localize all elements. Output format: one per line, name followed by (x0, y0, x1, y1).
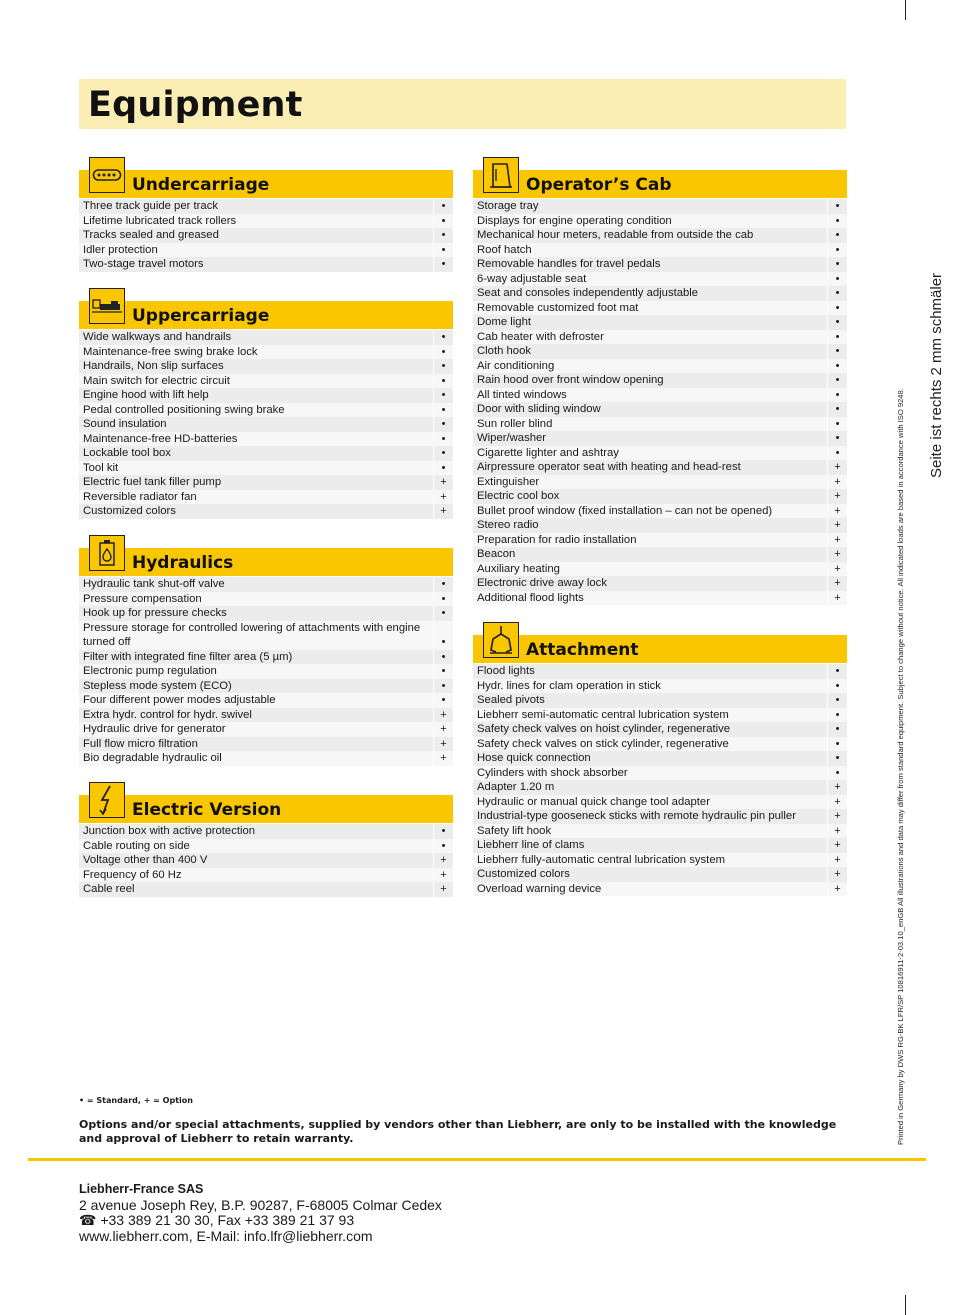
option-mark: + (828, 576, 847, 591)
standard-mark: • (434, 374, 453, 389)
list-item (79, 403, 453, 418)
standard-mark: • (828, 301, 847, 316)
list-item (473, 591, 847, 606)
item-label: Safety check valves on stick cylinder, regenerative (473, 737, 828, 752)
list-item (473, 562, 847, 577)
list-item (79, 621, 453, 650)
item-label: Flood lights (473, 664, 828, 679)
section-header (79, 301, 453, 329)
list-item (473, 214, 847, 229)
list-item (473, 882, 847, 897)
list-item (79, 839, 453, 854)
list-item (473, 460, 847, 475)
section-title: Operator’s Cab (526, 175, 672, 195)
section-header (79, 170, 453, 198)
list-item (79, 446, 453, 461)
standard-mark: • (828, 722, 847, 737)
option-mark: + (828, 795, 847, 810)
list-item (79, 868, 453, 883)
list-item (473, 388, 847, 403)
standard-mark: • (434, 693, 453, 708)
standard-mark: • (434, 621, 453, 650)
option-mark: + (828, 489, 847, 504)
list-item (473, 547, 847, 562)
item-label: Filter with integrated fine filter area (5 µm) (79, 650, 434, 665)
section-attachment (473, 635, 847, 896)
option-mark: + (828, 533, 847, 548)
footer-rule (28, 1158, 926, 1161)
item-label: Electronic pump regulation (79, 664, 434, 679)
item-label: Hydraulic tank shut-off valve (79, 577, 434, 592)
list-item (473, 795, 847, 810)
list-item (473, 417, 847, 432)
standard-mark: • (828, 417, 847, 432)
address-block (79, 1182, 442, 1244)
item-label: Electric fuel tank filler pump (79, 475, 434, 490)
grapple-icon (483, 622, 519, 658)
list-item (473, 664, 847, 679)
section-uppercarriage (79, 301, 453, 519)
standard-mark: • (434, 228, 453, 243)
item-label: Stepless mode system (ECO) (79, 679, 434, 694)
list-item (473, 809, 847, 824)
list-item (473, 402, 847, 417)
item-label: Cigarette lighter and ashtray (473, 446, 828, 461)
list-item (79, 606, 453, 621)
standard-mark: • (828, 359, 847, 374)
item-label: Reversible radiator fan (79, 490, 434, 505)
item-label: Safety lift hook (473, 824, 828, 839)
list-item (473, 780, 847, 795)
list-item (473, 722, 847, 737)
option-mark: + (434, 475, 453, 490)
standard-mark: • (828, 737, 847, 752)
list-item (79, 882, 453, 897)
list-item (79, 824, 453, 839)
item-label: Industrial-type gooseneck sticks with remote hydraulic pin puller (473, 809, 828, 824)
item-label: Liebherr fully-automatic central lubrication system (473, 853, 828, 868)
item-label: Liebherr line of clams (473, 838, 828, 853)
section-hydraulics (79, 548, 453, 766)
option-mark: + (434, 737, 453, 752)
list-item (79, 345, 453, 360)
standard-mark: • (434, 461, 453, 476)
standard-mark: • (434, 446, 453, 461)
list-item (473, 708, 847, 723)
list-item (79, 693, 453, 708)
option-mark: + (828, 882, 847, 897)
item-label: Tracks sealed and greased (79, 228, 434, 243)
item-list (473, 664, 847, 896)
list-item (79, 490, 453, 505)
list-item (473, 315, 847, 330)
standard-mark: • (828, 679, 847, 694)
item-label: Main switch for electric circuit (79, 374, 434, 389)
standard-mark: • (434, 577, 453, 592)
list-item (473, 286, 847, 301)
section-title: Attachment (526, 640, 639, 660)
list-item (79, 737, 453, 752)
item-list (79, 824, 453, 897)
standard-mark: • (828, 402, 847, 417)
list-item (79, 751, 453, 766)
item-label: Three track guide per track (79, 199, 434, 214)
list-item (79, 475, 453, 490)
item-label: Junction box with active protection (79, 824, 434, 839)
postal-address: 2 avenue Joseph Rey, B.P. 90287, F-68005 Colmar Cedex (79, 1196, 442, 1213)
list-item (473, 475, 847, 490)
item-label: Wide walkways and handrails (79, 330, 434, 345)
item-label: Auxiliary heating (473, 562, 828, 577)
section-title: Hydraulics (132, 553, 234, 573)
list-item (473, 243, 847, 258)
item-label: Sound insulation (79, 417, 434, 432)
option-mark: + (828, 780, 847, 795)
item-label: Cab heater with defroster (473, 330, 828, 345)
list-item (473, 272, 847, 287)
item-label: Customized colors (473, 867, 828, 882)
cab-icon (483, 157, 519, 193)
item-label: Four different power modes adjustable (79, 693, 434, 708)
standard-mark: • (828, 431, 847, 446)
standard-mark: • (434, 359, 453, 374)
item-label: Cloth hook (473, 344, 828, 359)
standard-mark: • (434, 403, 453, 418)
section-undercarriage (79, 170, 453, 272)
standard-mark: • (828, 373, 847, 388)
page-title: Equipment (88, 85, 303, 125)
track-icon (89, 157, 125, 193)
list-item (473, 766, 847, 781)
option-mark: + (434, 868, 453, 883)
standard-mark: • (828, 228, 847, 243)
standard-mark: • (828, 257, 847, 272)
item-label: Pressure storage for controlled lowering of attachments with engine turned off (79, 621, 434, 650)
list-item (473, 737, 847, 752)
item-label: Bio degradable hydraulic oil (79, 751, 434, 766)
item-label: Maintenance-free swing brake lock (79, 345, 434, 360)
list-item (79, 853, 453, 868)
item-label: Pedal controlled positioning swing brake (79, 403, 434, 418)
item-label: Mechanical hour meters, readable from outside the cab (473, 228, 828, 243)
item-label: Dome light (473, 315, 828, 330)
list-item (79, 388, 453, 403)
standard-mark: • (434, 664, 453, 679)
item-label: Hydr. lines for clam operation in stick (473, 679, 828, 694)
list-item (79, 577, 453, 592)
standard-mark: • (828, 214, 847, 229)
option-mark: + (828, 838, 847, 853)
item-label: Airpressure operator seat with heating and head-rest (473, 460, 828, 475)
list-item (473, 446, 847, 461)
option-mark: + (828, 504, 847, 519)
item-label: 6-way adjustable seat (473, 272, 828, 287)
standard-mark: • (828, 446, 847, 461)
option-mark: + (828, 460, 847, 475)
option-mark: + (434, 504, 453, 519)
list-item (473, 824, 847, 839)
item-label: Lifetime lubricated track rollers (79, 214, 434, 229)
standard-mark: • (434, 243, 453, 258)
list-item (473, 373, 847, 388)
option-mark: + (828, 824, 847, 839)
item-label: Hydraulic drive for generator (79, 722, 434, 737)
item-label: Extra hydr. control for hydr. swivel (79, 708, 434, 723)
item-list (79, 577, 453, 766)
standard-mark: • (828, 199, 847, 214)
item-label: Extinguisher (473, 475, 828, 490)
item-label: Tool kit (79, 461, 434, 476)
item-label: Beacon (473, 547, 828, 562)
item-label: Pressure compensation (79, 592, 434, 607)
item-label: All tinted windows (473, 388, 828, 403)
item-label: Adapter 1.20 m (473, 780, 828, 795)
standard-mark: • (828, 286, 847, 301)
margin-note: Seite ist rechts 2 mm schmäler (928, 272, 945, 478)
web-email: www.liebherr.com, E-Mail: info.lfr@liebherr.com (79, 1227, 373, 1244)
option-mark: + (434, 882, 453, 897)
item-label: Hose quick connection (473, 751, 828, 766)
item-label: Bullet proof window (fixed installation – can not be opened) (473, 504, 828, 519)
list-item (79, 330, 453, 345)
standard-mark: • (434, 330, 453, 345)
option-mark: + (828, 809, 847, 824)
oil-tank-icon (89, 535, 125, 571)
option-mark: + (434, 722, 453, 737)
list-item (79, 664, 453, 679)
section-title: Undercarriage (132, 175, 270, 195)
title-band (79, 79, 846, 129)
item-label: Electric cool box (473, 489, 828, 504)
option-mark: + (828, 562, 847, 577)
item-label: Sealed pivots (473, 693, 828, 708)
item-label: Seat and consoles independently adjustable (473, 286, 828, 301)
list-item (79, 650, 453, 665)
list-item (79, 214, 453, 229)
list-item (79, 359, 453, 374)
item-label: Frequency of 60 Hz (79, 868, 434, 883)
item-label: Wiper/washer (473, 431, 828, 446)
section-title: Electric Version (132, 800, 282, 820)
standard-mark: • (434, 417, 453, 432)
section-header (79, 795, 453, 823)
standard-mark: • (828, 664, 847, 679)
item-label: Displays for engine operating condition (473, 214, 828, 229)
list-item (79, 679, 453, 694)
list-item (473, 257, 847, 272)
legend: • = Standard, + = Option (79, 1096, 193, 1105)
standard-mark: • (434, 679, 453, 694)
list-item (473, 228, 847, 243)
item-label: Overload warning device (473, 882, 828, 897)
list-item (473, 359, 847, 374)
item-label: Removable customized foot mat (473, 301, 828, 316)
list-item (79, 199, 453, 214)
item-label: Electronic drive away lock (473, 576, 828, 591)
option-mark: + (828, 853, 847, 868)
option-mark: + (828, 867, 847, 882)
lightning-icon (89, 782, 125, 818)
item-label: Sun roller blind (473, 417, 828, 432)
list-item (473, 751, 847, 766)
option-mark: + (828, 591, 847, 606)
item-list (473, 199, 847, 605)
option-mark: + (434, 751, 453, 766)
section-title: Uppercarriage (132, 306, 270, 326)
item-label: Cable routing on side (79, 839, 434, 854)
phone-fax: ☎ +33 389 21 30 30, Fax +33 389 21 37 93 (79, 1212, 355, 1228)
list-item (473, 330, 847, 345)
item-label: Hook up for pressure checks (79, 606, 434, 621)
item-label: Idler protection (79, 243, 434, 258)
section-header (473, 635, 847, 663)
item-label: Storage tray (473, 199, 828, 214)
option-mark: + (828, 475, 847, 490)
item-label: Roof hatch (473, 243, 828, 258)
standard-mark: • (828, 751, 847, 766)
list-item (79, 432, 453, 447)
item-label: Rain hood over front window opening (473, 373, 828, 388)
item-label: Safety check valves on hoist cylinder, regenerative (473, 722, 828, 737)
standard-mark: • (828, 388, 847, 403)
list-item (473, 576, 847, 591)
standard-mark: • (434, 592, 453, 607)
option-mark: + (434, 853, 453, 868)
item-label: Voltage other than 400 V (79, 853, 434, 868)
section-electric (79, 795, 453, 897)
list-item (473, 838, 847, 853)
crop-mark-bottom (905, 1295, 906, 1315)
item-label: Removable handles for travel pedals (473, 257, 828, 272)
standard-mark: • (434, 432, 453, 447)
list-item (79, 417, 453, 432)
list-item (79, 228, 453, 243)
list-item (473, 301, 847, 316)
section-header (79, 548, 453, 576)
list-item (473, 431, 847, 446)
standard-mark: • (434, 650, 453, 665)
item-label: Air conditioning (473, 359, 828, 374)
item-label: Additional flood lights (473, 591, 828, 606)
standard-mark: • (434, 388, 453, 403)
company-name: Liebherr-France SAS (79, 1182, 204, 1196)
list-item (473, 199, 847, 214)
standard-mark: • (434, 824, 453, 839)
standard-mark: • (434, 257, 453, 272)
item-label: Maintenance-free HD-batteries (79, 432, 434, 447)
item-list (79, 330, 453, 519)
option-mark: + (434, 708, 453, 723)
list-item (79, 708, 453, 723)
list-item (79, 592, 453, 607)
standard-mark: • (828, 693, 847, 708)
list-item (79, 504, 453, 519)
list-item (473, 533, 847, 548)
list-item (473, 504, 847, 519)
list-item (473, 344, 847, 359)
print-info: Printed in Germany by DWS RG-BK LFR/SP 10816911-2-03.10_enGB All illustrations and data may differ from standard equipment. Subject to change without notice. All indicated loads are based in accordance with ISO 9248. (896, 388, 905, 1145)
option-mark: + (828, 518, 847, 533)
item-label: Stereo radio (473, 518, 828, 533)
item-label: Two-stage travel motors (79, 257, 434, 272)
list-item (473, 489, 847, 504)
crop-mark-top (905, 0, 906, 20)
section-operators-cab (473, 170, 847, 605)
item-label: Customized colors (79, 504, 434, 519)
list-item (473, 867, 847, 882)
option-mark: + (434, 490, 453, 505)
item-label: Lockable tool box (79, 446, 434, 461)
list-item (79, 461, 453, 476)
uppercarriage-icon (89, 288, 125, 324)
standard-mark: • (434, 839, 453, 854)
list-item (473, 853, 847, 868)
item-label: Handrails, Non slip surfaces (79, 359, 434, 374)
list-item (473, 679, 847, 694)
list-item (79, 257, 453, 272)
list-item (473, 518, 847, 533)
standard-mark: • (828, 272, 847, 287)
item-list (79, 199, 453, 272)
list-item (79, 374, 453, 389)
standard-mark: • (434, 345, 453, 360)
standard-mark: • (828, 708, 847, 723)
standard-mark: • (828, 344, 847, 359)
list-item (79, 722, 453, 737)
standard-mark: • (434, 606, 453, 621)
item-label: Hydraulic or manual quick change tool adapter (473, 795, 828, 810)
item-label: Liebherr semi-automatic central lubrication system (473, 708, 828, 723)
item-label: Cylinders with shock absorber (473, 766, 828, 781)
option-mark: + (828, 547, 847, 562)
standard-mark: • (828, 330, 847, 345)
list-item (79, 243, 453, 258)
standard-mark: • (828, 315, 847, 330)
item-label: Preparation for radio installation (473, 533, 828, 548)
list-item (473, 693, 847, 708)
standard-mark: • (828, 766, 847, 781)
item-label: Cable reel (79, 882, 434, 897)
warranty-note: Options and/or special attachments, supplied by vendors other than Liebherr, are only to be installed with the knowledge and approval of Liebherr to retain warranty. (79, 1118, 837, 1145)
item-label: Engine hood with lift help (79, 388, 434, 403)
item-label: Full flow micro filtration (79, 737, 434, 752)
section-header (473, 170, 847, 198)
standard-mark: • (828, 243, 847, 258)
standard-mark: • (434, 199, 453, 214)
standard-mark: • (434, 214, 453, 229)
item-label: Door with sliding window (473, 402, 828, 417)
